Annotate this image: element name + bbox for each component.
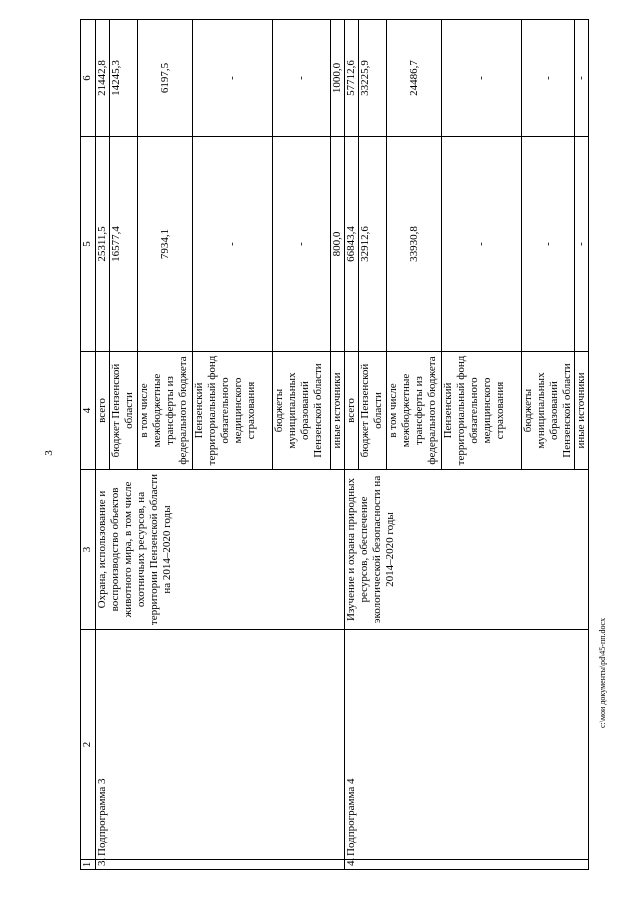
page-number: 3 <box>42 450 55 456</box>
source-label: в том числе межбюджетные трансферты из федерального бюджета <box>387 352 442 470</box>
budget-table <box>80 19 589 870</box>
value-col5: 66843,4 <box>345 137 359 352</box>
row-number: 3. <box>96 860 345 870</box>
program-title: Изучение и охрана природных ресурсов, обеспечение экологической безопасности на 2014–2020 годы <box>345 470 589 630</box>
source-label: бюджеты муниципальных образований Пензенской области <box>522 352 575 470</box>
value-col6: - <box>273 20 331 137</box>
value-col6: 21442,8 <box>96 20 110 137</box>
value-col6: 6197,5 <box>138 20 193 137</box>
value-col5: 7934,1 <box>138 137 193 352</box>
source-label: в том числе межбюджетные трансферты из федерального бюджета <box>138 352 193 470</box>
table-row <box>96 20 110 870</box>
rotated-table-wrapper <box>80 20 610 870</box>
value-col5: - <box>273 137 331 352</box>
value-col5: 16577,4 <box>110 137 138 352</box>
value-col6: 14245,3 <box>110 20 138 137</box>
value-col6: - <box>522 20 575 137</box>
value-col5: - <box>193 137 273 352</box>
program-name: Подпрограмма 4 <box>345 630 589 860</box>
value-col5: 25311,5 <box>96 137 110 352</box>
value-col5: - <box>575 137 589 352</box>
source-label: бюджет Пензенской области <box>359 352 387 470</box>
value-col5: 32912,6 <box>359 137 387 352</box>
header-cell-1: 1 <box>81 860 96 870</box>
value-col5: 800,0 <box>331 137 345 352</box>
table-row <box>345 20 359 870</box>
header-row <box>81 20 96 870</box>
row-number: 4. <box>345 860 589 870</box>
footer-file-path: c:\мои документы\pd\45-пп.docx <box>598 617 607 728</box>
source-label: иные источники <box>575 352 589 470</box>
value-col6: 1000,0 <box>331 20 345 137</box>
program-name: Подпрограмма 3 <box>96 630 345 860</box>
value-col6: 57712,6 <box>345 20 359 137</box>
header-cell-4: 4 <box>81 352 96 470</box>
source-label: Пензенский территориальный фонд обязательного медицинского страхования <box>193 352 273 470</box>
value-col6: - <box>442 20 522 137</box>
value-col6: 33225,9 <box>359 20 387 137</box>
source-label: бюджет Пензенской области <box>110 352 138 470</box>
source-label: иные источники <box>331 352 345 470</box>
header-cell-2: 2 <box>81 630 96 860</box>
value-col6: - <box>193 20 273 137</box>
header-cell-3: 3 <box>81 470 96 630</box>
value-col5: 33930,8 <box>387 137 442 352</box>
program-title: Охрана, использование и воспроизводство объектов животного мира, в том числе охотничьих ресурсов, на территории Пензенской области на 2014–2020 годы <box>96 470 345 630</box>
source-label: Пензенский территориальный фонд обязательного медицинского страхования <box>442 352 522 470</box>
source-label: всего <box>345 352 359 470</box>
value-col6: 24486,7 <box>387 20 442 137</box>
value-col5: - <box>442 137 522 352</box>
source-label: бюджеты муниципальных образований Пензенской области <box>273 352 331 470</box>
header-cell-5: 5 <box>81 137 96 352</box>
value-col6: - <box>575 20 589 137</box>
value-col5: - <box>522 137 575 352</box>
source-label: всего <box>96 352 110 470</box>
header-cell-6: 6 <box>81 20 96 137</box>
